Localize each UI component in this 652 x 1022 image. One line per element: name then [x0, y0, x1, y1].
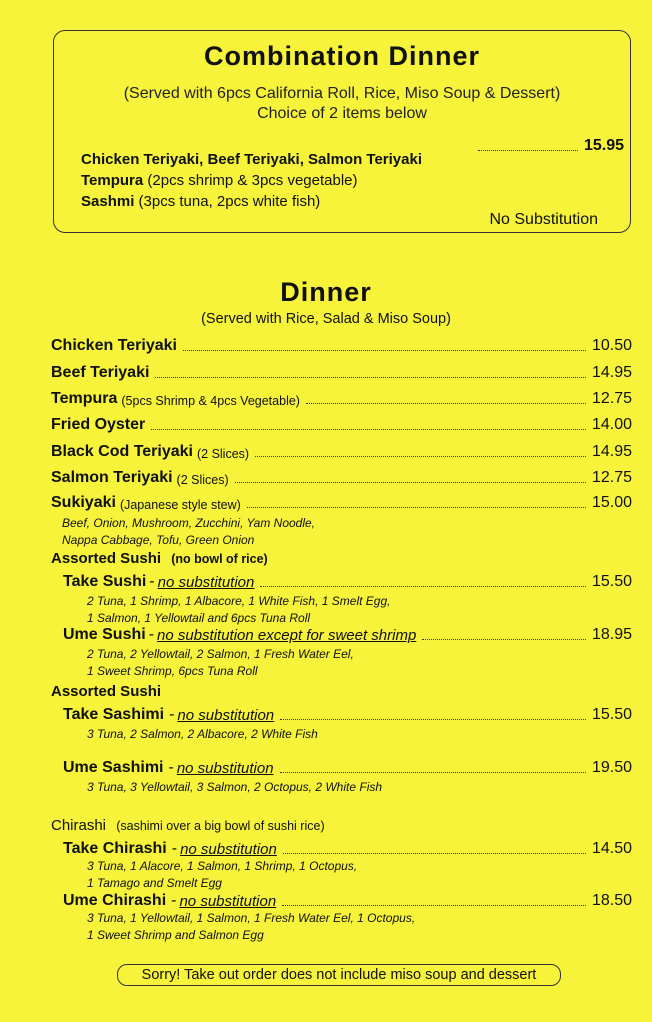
- item-name: Salmon Teriyaki: [51, 469, 173, 486]
- item-name: Chicken Teriyaki: [51, 337, 177, 354]
- item-name: Ume Sushi: [63, 626, 146, 643]
- description-line: Nappa Cabbage, Tofu, Green Onion: [62, 533, 255, 547]
- dot-leader: [280, 719, 586, 720]
- item-no-substitution: no substitution: [177, 707, 275, 724]
- item-name: Ume Chirashi: [63, 892, 167, 909]
- item-price: 15.50: [591, 706, 632, 723]
- item-note: (2 Slices): [196, 447, 250, 461]
- menu-item-ume-chirashi: [63, 892, 632, 910]
- dot-leader: [255, 456, 586, 457]
- item-no-substitution: no substitution: [176, 760, 274, 777]
- menu-item-black-cod-teriyaki: [51, 443, 632, 461]
- combination-title: Combination Dinner: [204, 41, 480, 71]
- item-name: Black Cod Teriyaki: [51, 443, 193, 460]
- combination-sashimi-note: (3pcs tuna, 2pcs white fish): [138, 193, 321, 210]
- dot-leader: [155, 377, 586, 378]
- dash: -: [168, 759, 174, 776]
- dash: -: [149, 573, 155, 590]
- dot-leader: [183, 350, 586, 351]
- description-line: 2 Tuna, 2 Yellowtail, 2 Salmon, 1 Fresh Water Eel,: [87, 647, 354, 661]
- dot-leader: [283, 853, 586, 854]
- chirashi-heading: [51, 817, 325, 834]
- description-line: Beef, Onion, Mushroom, Zucchini, Yam Noodle,: [62, 516, 316, 530]
- item-price: 14.50: [591, 840, 632, 857]
- menu-item-sukiyaki: [51, 494, 632, 512]
- sukiyaki-description: [62, 515, 315, 549]
- menu-item-take-sushi: [63, 573, 632, 591]
- menu-item-chicken-teriyaki: [51, 337, 632, 355]
- dash: -: [171, 892, 177, 909]
- description-line: 1 Sweet Shrimp and Salmon Egg: [87, 928, 264, 942]
- item-note: (2 Slices): [176, 473, 229, 487]
- dash: -: [169, 706, 175, 723]
- heading-text: Chirashi: [51, 817, 107, 834]
- take-chirashi-description: [87, 858, 357, 892]
- menu-item-take-sashimi: [63, 706, 632, 724]
- menu-item-salmon-teriyaki: [51, 469, 632, 487]
- menu-item-ume-sushi: [63, 626, 632, 644]
- item-price: 19.50: [591, 759, 632, 776]
- dot-leader: [247, 507, 586, 508]
- item-name: Take Sashimi: [63, 706, 165, 723]
- dot-leader: [260, 586, 586, 587]
- item-price: 14.95: [591, 364, 632, 381]
- item-price: 15.50: [591, 573, 632, 590]
- assorted-sushi-heading: [51, 550, 268, 567]
- item-no-substitution: no substitution except for sweet shrimp: [157, 627, 417, 644]
- dot-leader: [151, 429, 586, 430]
- description-line: 1 Sweet Shrimp, 6pcs Tuna Roll: [87, 664, 258, 678]
- heading-text: Assorted Sushi: [51, 550, 162, 567]
- takeout-disclaimer: Sorry! Take out order does not include miso soup and dessert: [117, 964, 561, 986]
- menu-item-tempura: [51, 390, 632, 408]
- combination-price: 15.95: [583, 137, 624, 154]
- item-no-substitution: no substitution: [157, 574, 255, 591]
- item-note: (5pcs Shrimp & 4pcs Vegetable): [121, 394, 300, 408]
- item-price: 15.00: [591, 494, 632, 511]
- item-price: 18.95: [591, 626, 632, 643]
- item-name: Sukiyaki: [51, 494, 116, 511]
- item-price: 12.75: [591, 469, 632, 486]
- dot-leader: [478, 150, 578, 151]
- combination-tempura-option: [81, 172, 358, 189]
- combination-teriyaki-options: Chicken Teriyaki, Beef Teriyaki, Salmon Teriyaki: [81, 151, 422, 168]
- combination-price-row: [474, 135, 624, 155]
- item-price: 18.50: [591, 892, 632, 909]
- ume-chirashi-description: [87, 910, 415, 944]
- dinner-subtitle: (Served with Rice, Salad & Miso Soup): [201, 311, 451, 327]
- item-name: Fried Oyster: [51, 416, 146, 433]
- dash: -: [171, 840, 178, 857]
- description-line: 2 Tuna, 1 Shrimp, 1 Albacore, 1 White Fish, 1 Smelt Egg,: [87, 594, 391, 608]
- dot-leader: [306, 403, 586, 404]
- item-name: Ume Sashimi: [63, 759, 164, 776]
- item-name: Tempura: [51, 390, 118, 407]
- dot-leader: [235, 482, 586, 483]
- item-no-substitution: no substitution: [179, 893, 277, 910]
- take-sushi-description: [87, 593, 390, 627]
- description-line: 1 Salmon, 1 Yellowtail and 6pcs Tuna Roll: [87, 611, 311, 625]
- assorted-sashimi-heading: [51, 683, 161, 700]
- menu-item-ume-sashimi: [63, 759, 632, 777]
- item-name: Take Chirashi: [63, 840, 167, 857]
- item-price: 10.50: [591, 337, 632, 354]
- dot-leader: [280, 772, 586, 773]
- combination-dinner-box: [53, 30, 631, 233]
- description-line: 3 Tuna, 1 Yellowtail, 1 Salmon, 1 Fresh Water Eel, 1 Octopus,: [87, 911, 416, 925]
- item-name: Beef Teriyaki: [51, 364, 150, 381]
- menu-item-beef-teriyaki: [51, 364, 632, 382]
- dinner-title: Dinner: [280, 277, 372, 307]
- ume-sushi-description: [87, 646, 354, 680]
- heading-note: (sashimi over a big bowl of sushi rice): [116, 819, 325, 833]
- dot-leader: [422, 639, 586, 640]
- combination-subtitle: (Served with 6pcs California Roll, Rice, Miso Soup & Dessert): [123, 85, 561, 102]
- item-price: 14.95: [591, 443, 632, 460]
- description-line: 3 Tuna, 1 Alacore, 1 Salmon, 1 Shrimp, 1 Octopus,: [87, 859, 358, 873]
- dot-leader: [282, 905, 586, 906]
- item-no-substitution: no substitution: [180, 841, 277, 858]
- no-substitution-note: No Substitution: [489, 211, 598, 228]
- item-price: 12.75: [591, 390, 632, 407]
- combination-sashimi-option: [81, 193, 320, 210]
- menu-item-take-chirashi: [63, 840, 632, 858]
- item-price: 14.00: [591, 416, 632, 433]
- item-note: (Japanese style stew): [119, 498, 241, 512]
- item-name: Take Sushi: [63, 573, 147, 590]
- dash: -: [148, 626, 155, 643]
- take-sashimi-description: 3 Tuna, 2 Salmon, 2 Albacore, 2 White Fish: [87, 727, 318, 741]
- combination-tempura-name: Tempura: [81, 172, 144, 189]
- heading-note: (no bowl of rice): [171, 552, 268, 566]
- combination-sashimi-name: Sashmi: [81, 193, 135, 210]
- description-line: 1 Tamago and Smelt Egg: [87, 876, 222, 890]
- heading-text: Assorted Sushi: [51, 683, 162, 700]
- combination-choice-note: Choice of 2 items below: [257, 105, 427, 122]
- ume-sashimi-description: 3 Tuna, 3 Yellowtail, 3 Salmon, 2 Octopus, 2 White Fish: [87, 780, 383, 794]
- combination-tempura-note: (2pcs shrimp & 3pcs vegetable): [147, 172, 358, 189]
- menu-item-fried-oyster: [51, 416, 632, 434]
